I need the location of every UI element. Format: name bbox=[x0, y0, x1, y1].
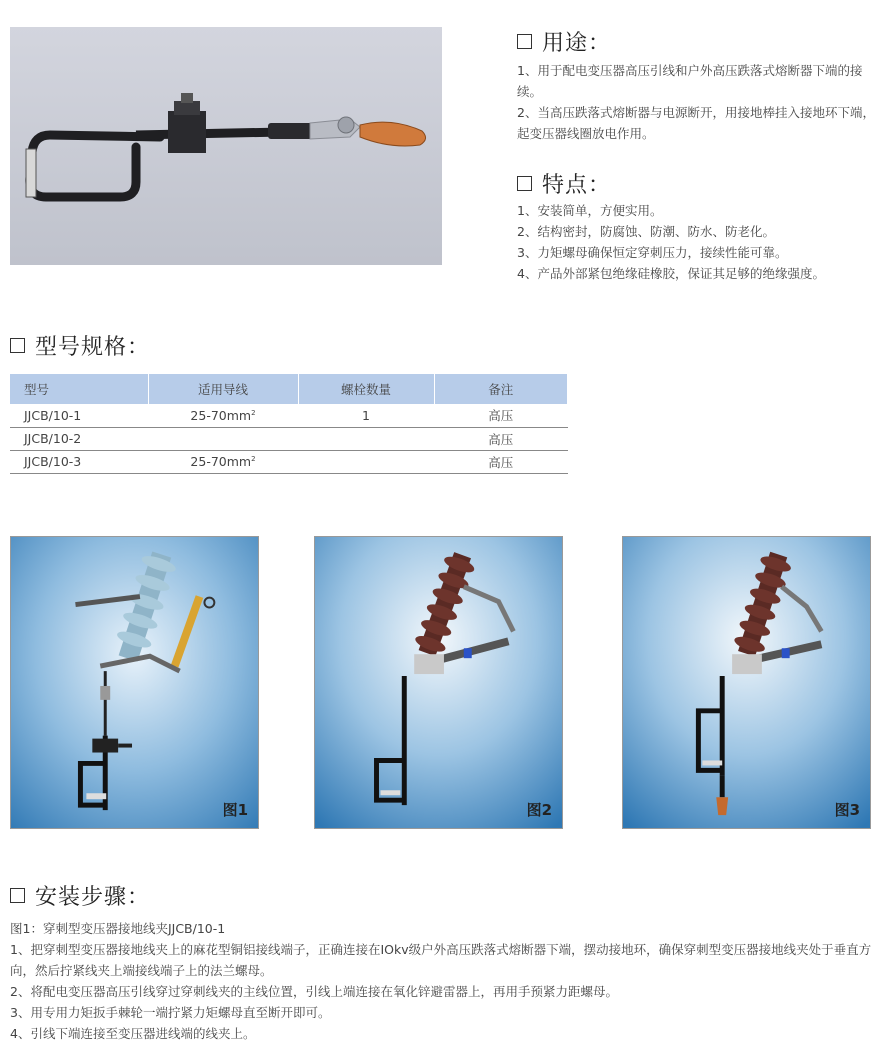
checkbox-square-icon bbox=[10, 888, 25, 903]
cell-note: 高压 bbox=[434, 427, 568, 450]
cell-bolts bbox=[298, 450, 434, 473]
install-item: 3、用专用力矩扳手棘轮一端拧紧力矩螺母直至断开即可。 bbox=[10, 1005, 331, 1020]
installation-photo-2 bbox=[314, 536, 563, 829]
usage-title bbox=[517, 26, 611, 57]
cell-note: 高压 bbox=[434, 450, 568, 473]
usage-item: 1、用于配电变压器高压引线和户外高压跌落式熔断器下端的接续。 bbox=[517, 63, 863, 99]
cell-note: 高压 bbox=[434, 404, 568, 427]
table-row bbox=[10, 450, 568, 473]
col-header-note: 备注 bbox=[434, 374, 568, 404]
product-image bbox=[10, 27, 442, 265]
installation-photo-1 bbox=[10, 536, 259, 829]
feature-item: 1、安装简单，方便实用。 bbox=[517, 203, 663, 218]
spec-title bbox=[10, 330, 150, 361]
install-item: 2、将配电变压器高压引线穿过穿刺线夹的主线位置，引线上端连接在氧化锌避雷器上，再用手预紧力距螺母。 bbox=[10, 984, 618, 999]
spec-table bbox=[10, 374, 568, 474]
usage-title-text: 用途： bbox=[542, 31, 612, 56]
table-header-row bbox=[10, 374, 568, 404]
cell-bolts bbox=[298, 427, 434, 450]
col-header-model: 型号 bbox=[10, 374, 148, 404]
col-header-bolts: 螺栓数量 bbox=[298, 374, 434, 404]
table-row bbox=[10, 404, 568, 427]
installation-photo-3 bbox=[622, 536, 871, 829]
features-title bbox=[517, 168, 611, 199]
checkbox-square-icon bbox=[517, 176, 532, 191]
cell-wire: $25-70mm^2$ bbox=[148, 404, 298, 427]
photo-label: 图1 bbox=[222, 801, 248, 819]
usage-list bbox=[517, 60, 879, 144]
install-title-text: 安装步骤： bbox=[35, 885, 151, 910]
table-row bbox=[10, 427, 568, 450]
photo-label: 图2 bbox=[526, 801, 552, 819]
install-title bbox=[10, 880, 150, 911]
usage-item: 2、当高压跌落式熔断器与电源断开，用接地棒挂入接地环下端，起变压器线圈放电作用。 bbox=[517, 105, 875, 141]
cell-bolts: 1 bbox=[298, 404, 434, 427]
features-list bbox=[517, 200, 879, 284]
feature-item: 2、结构密封，防腐蚀、防潮、防水、防老化。 bbox=[517, 224, 775, 239]
feature-item: 4、产品外部紧包绝缘硅橡胶，保证其足够的绝缘强度。 bbox=[517, 266, 825, 281]
checkbox-square-icon bbox=[10, 338, 25, 353]
install-list bbox=[10, 918, 880, 1044]
checkbox-square-icon bbox=[517, 34, 532, 49]
feature-item: 3、力矩螺母确保恒定穿刺压力，接续性能可靠。 bbox=[517, 245, 788, 260]
features-title-text: 特点： bbox=[542, 173, 612, 198]
cell-wire: $25-70mm^2$ bbox=[148, 450, 298, 473]
cell-model: JJCB/10-3 bbox=[10, 450, 148, 473]
install-item: 4、引线下端连接至变压器进线端的线夹上。 bbox=[10, 1026, 256, 1041]
col-header-wire: 适用导线 bbox=[148, 374, 298, 404]
install-item: 图1：穿刺型变压器接地线夹JJCB/10-1 bbox=[10, 921, 226, 936]
install-item: 1、把穿刺型变压器接地线夹上的麻花型铜铝接线端子，正确连接在IOkv级户外高压跌落式熔断器下端，摆动接地环，确保穿刺型变压器接地线夹处于垂直方向，然后拧紧线夹上端接线端子上的法兰螺母。 bbox=[10, 942, 872, 978]
cell-wire bbox=[148, 427, 298, 450]
cell-model: JJCB/10-1 bbox=[10, 404, 148, 427]
spec-title-text: 型号规格： bbox=[35, 335, 151, 360]
photo-label: 图3 bbox=[834, 801, 860, 819]
cell-model: JJCB/10-2 bbox=[10, 427, 148, 450]
